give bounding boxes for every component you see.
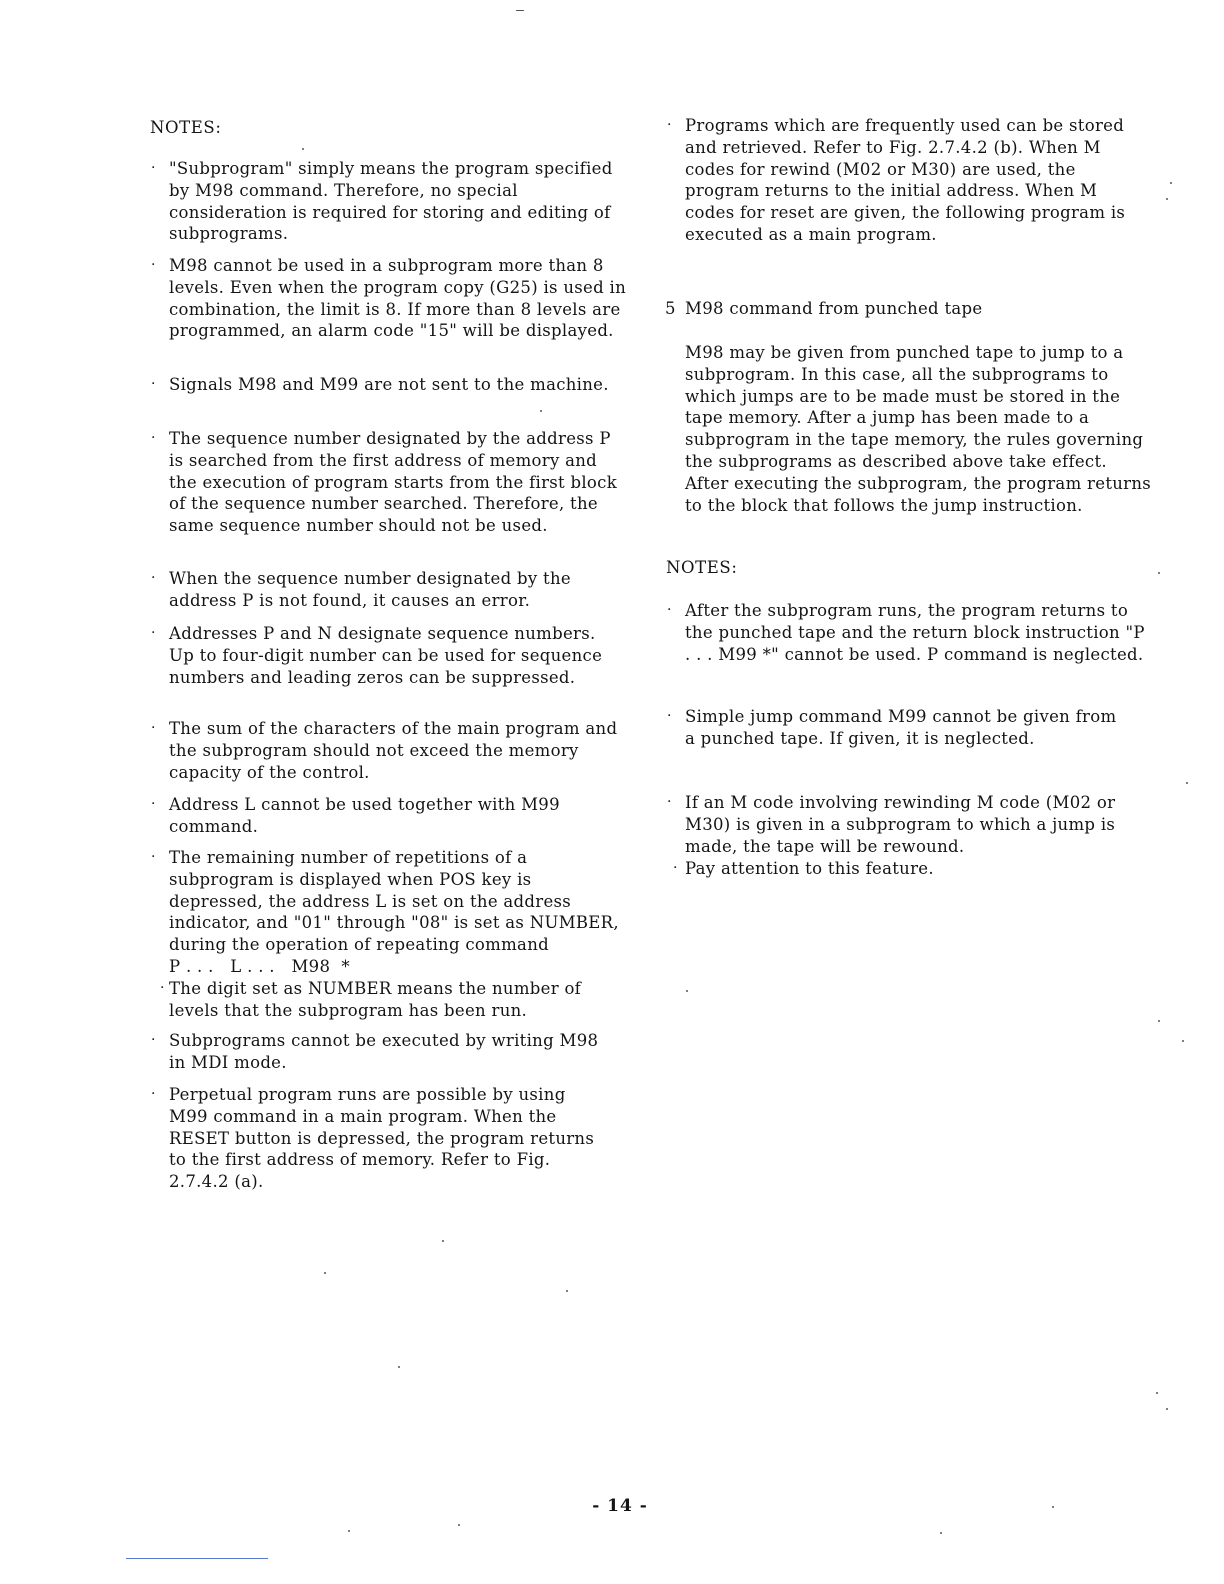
bullet-icon: ·	[667, 602, 672, 618]
bullet-icon: ·	[151, 1086, 156, 1102]
note-memory-capacity: The sum of the characters of the main program and the subprogram should not exceed the memory capacity of the control.	[169, 719, 618, 782]
note-subprogram-definition: "Subprogram" simply means the program specified by M98 command. Therefore, no special consideration is required for storing and editing of subprograms.	[169, 159, 613, 244]
note-signals-not-sent: Signals M98 and M99 are not sent to the machine.	[169, 375, 609, 394]
bullet-icon: ·	[151, 160, 156, 176]
note-simple-jump: Simple jump command M99 cannot be given from a punched tape. If given, it is neglected.	[685, 707, 1117, 748]
note-addresses-p-n: Addresses P and N designate sequence numbers. Up to four-digit number can be used for sequence numbers and leading zeros can be suppressed.	[169, 624, 603, 687]
bullet-icon: ·	[667, 794, 672, 810]
note-repetitions-display: The remaining number of repetitions of a subprogram is displayed when POS key is depressed, the address L is set on the address indicator, and "01" through "08" is set as NUMBER, during the operation of repeating command	[169, 848, 619, 955]
page-number: - 14 -	[592, 1496, 648, 1516]
note-sequence-not-found: When the sequence number designated by the address P is not found, it causes an error.	[169, 569, 571, 610]
bullet-icon: ·	[151, 430, 156, 446]
note-return-block: After the subprogram runs, the program returns to the punched tape and the return block instruction "P . . . M99 *" cannot be used. P command is neglected.	[685, 601, 1145, 664]
repeat-command-example: P . . . L . . . M98 *	[169, 957, 350, 976]
bullet-icon: ·	[151, 796, 156, 812]
notes-heading-left: NOTES:	[150, 118, 222, 137]
bullet-icon: ·	[151, 720, 156, 736]
note-mdi-mode: Subprograms cannot be executed by writing M98 in MDI mode.	[169, 1031, 599, 1072]
bullet-icon: ·	[151, 257, 156, 273]
bullet-icon: ·	[673, 860, 678, 876]
pay-attention-line: Pay attention to this feature.	[685, 859, 934, 878]
section-body: M98 may be given from punched tape to jump to a subprogram. In this case, all the subprograms to which jumps are to be made must be stored in the tape memory. After a jump has been made to a subprogram in the tape memory, the rules governing the subprograms as described above take effect. After executing the subprogram, the program returns to the block that follows the jump instruction.	[685, 343, 1152, 515]
note-perpetual-runs: Perpetual program runs are possible by using M99 command in a main program. When the RESET button is depressed, the program returns to the first address of memory. Refer to Fig. 2.7.4.2 (a).	[169, 1085, 595, 1192]
bullet-icon: ·	[667, 117, 672, 133]
note-address-l: Address L cannot be used together with M99 command.	[169, 795, 560, 836]
note-sequence-search: The sequence number designated by the address P is searched from the first address of memory and the execution of program starts from the first block of the sequence number searched. Therefore, the same sequence number should not be used.	[169, 429, 618, 536]
footer-rule	[126, 1558, 268, 1559]
note-nesting-limit: M98 cannot be used in a subprogram more than 8 levels. Even when the program copy (G25) is used in combination, the limit is 8. If more than 8 levels are programmed, an alarm code "15" will be displayed.	[169, 256, 627, 341]
bullet-icon: ·	[151, 376, 156, 392]
bullet-icon: ·	[151, 570, 156, 586]
section-number: 5	[665, 299, 676, 318]
bullet-icon: ·	[667, 708, 672, 724]
bullet-icon: ·	[151, 625, 156, 641]
bullet-icon: ·	[151, 849, 156, 865]
note-number-meaning: The digit set as NUMBER means the number of levels that the subprogram has been run.	[169, 979, 582, 1020]
bullet-icon: ·	[160, 980, 165, 996]
notes-heading-right: NOTES:	[666, 558, 738, 577]
bullet-icon: ·	[151, 1032, 156, 1048]
note-rewind-code: If an M code involving rewinding M code (M02 or M30) is given in a subprogram to which a jump is made, the tape will be rewound.	[685, 793, 1116, 856]
note-stored-programs: Programs which are frequently used can be stored and retrieved. Refer to Fig. 2.7.4.2 (b). When M codes for rewind (M02 or M30) are used, the program returns to the initial address. When M codes for reset are given, the following program is executed as a main program.	[685, 116, 1126, 244]
section-title: M98 command from punched tape	[685, 299, 983, 318]
